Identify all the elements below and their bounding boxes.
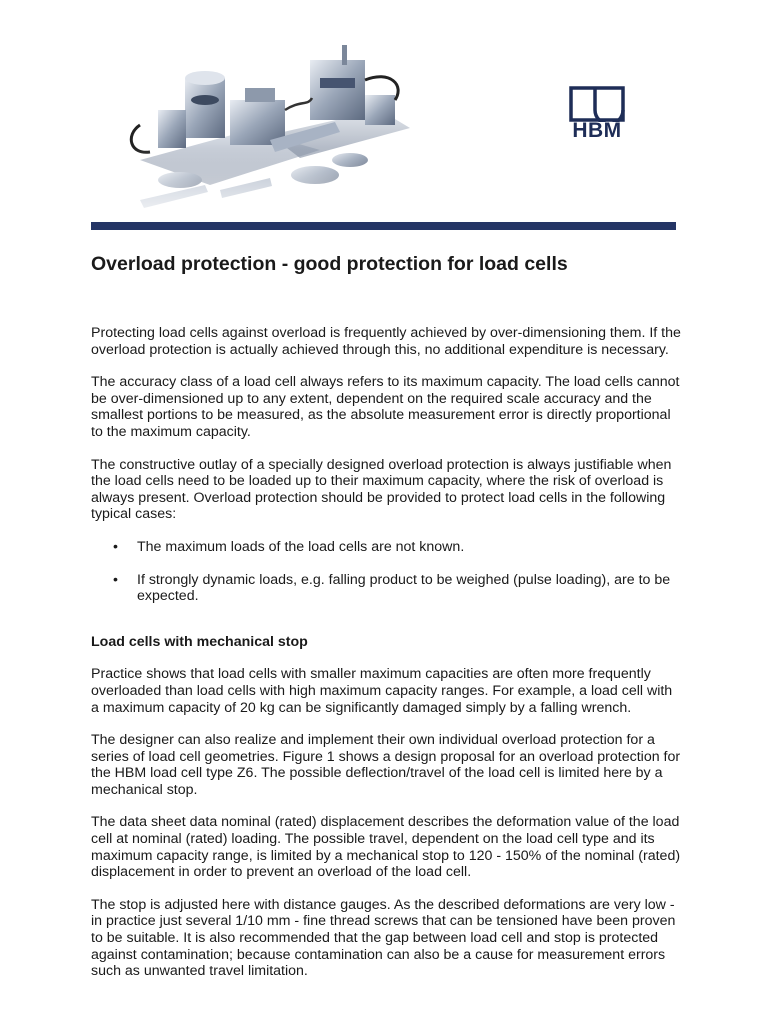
section-heading: Load cells with mechanical stop	[91, 633, 308, 650]
header-divider	[91, 222, 676, 230]
list-item-text: The maximum loads of the load cells are not known.	[137, 538, 465, 555]
bullet-icon: •	[113, 571, 118, 588]
hbm-logo-icon	[569, 86, 625, 122]
paragraph: Practice shows that load cells with smaller maximum capacities are often more frequently overloaded than load cells with high maximum capacity ranges. For example, a load cell with a maximum capacity of 20 kg can be significantly damaged simply by a falling wrench.	[91, 666, 673, 716]
paragraph: Protecting load cells against overload is frequently achieved by over-dimensioning them. If the overload protection is actually achieved through this, no additional expenditure is necessary.	[91, 325, 681, 358]
paragraph: The stop is adjusted here with distance gauges. As the described deformations are very low - in practice just several 1/10 mm - fine thread screws that can be tensioned have been proven to be suitable. It is also recommended that the gap between load cell and stop is protected against contamination; because contamination can also be a cause for measurement errors such as unwanted travel limitation.	[91, 896, 676, 980]
list-item	[91, 572, 681, 605]
paragraph: The designer can also realize and implement their own individual overload protection for a series of load cell geometries. Figure 1 shows a design proposal for an overload protection for the HBM load cell type Z6. The possible deflection/travel of the load cell is limited here by a mechanical stop.	[91, 732, 681, 798]
bullet-icon: •	[113, 538, 118, 555]
paragraph: The accuracy class of a load cell always refers to its maximum capacity. The load cells cannot be over-dimensioned up to any extent, dependent on the required scale accuracy and the smallest portions to be measured, as the absolute measurement error is directly proportional to the maximum capacity.	[91, 374, 680, 440]
hbm-logo	[566, 86, 628, 142]
bullet-list	[91, 539, 681, 605]
logo-text: HBM	[572, 119, 622, 142]
list-item-text: If strongly dynamic loads, e.g. falling product to be weighed (pulse loading), are to be expected.	[137, 571, 671, 605]
document-body	[91, 252, 681, 996]
paragraph: The data sheet data nominal (rated) displacement describes the deformation value of the load cell at nominal (rated) loading. The possible travel, dependent on the load cell type and its maximum capacity range, is limited by a mechanical stop to 120 - 150% of the nominal (rated) displacement in order to prevent an overload of the load cell.	[91, 814, 681, 881]
load-cells-product-image	[120, 40, 420, 220]
page-title: Overload protection - good protection for load cells	[91, 253, 568, 275]
paragraph: The constructive outlay of a specially designed overload protection is always justifiable when the load cells need to be loaded up to their maximum capacity, where the risk of overload is always present. Overload protection should be provided to protect load cells in the following typical cases:	[91, 456, 672, 523]
list-item	[91, 539, 681, 556]
